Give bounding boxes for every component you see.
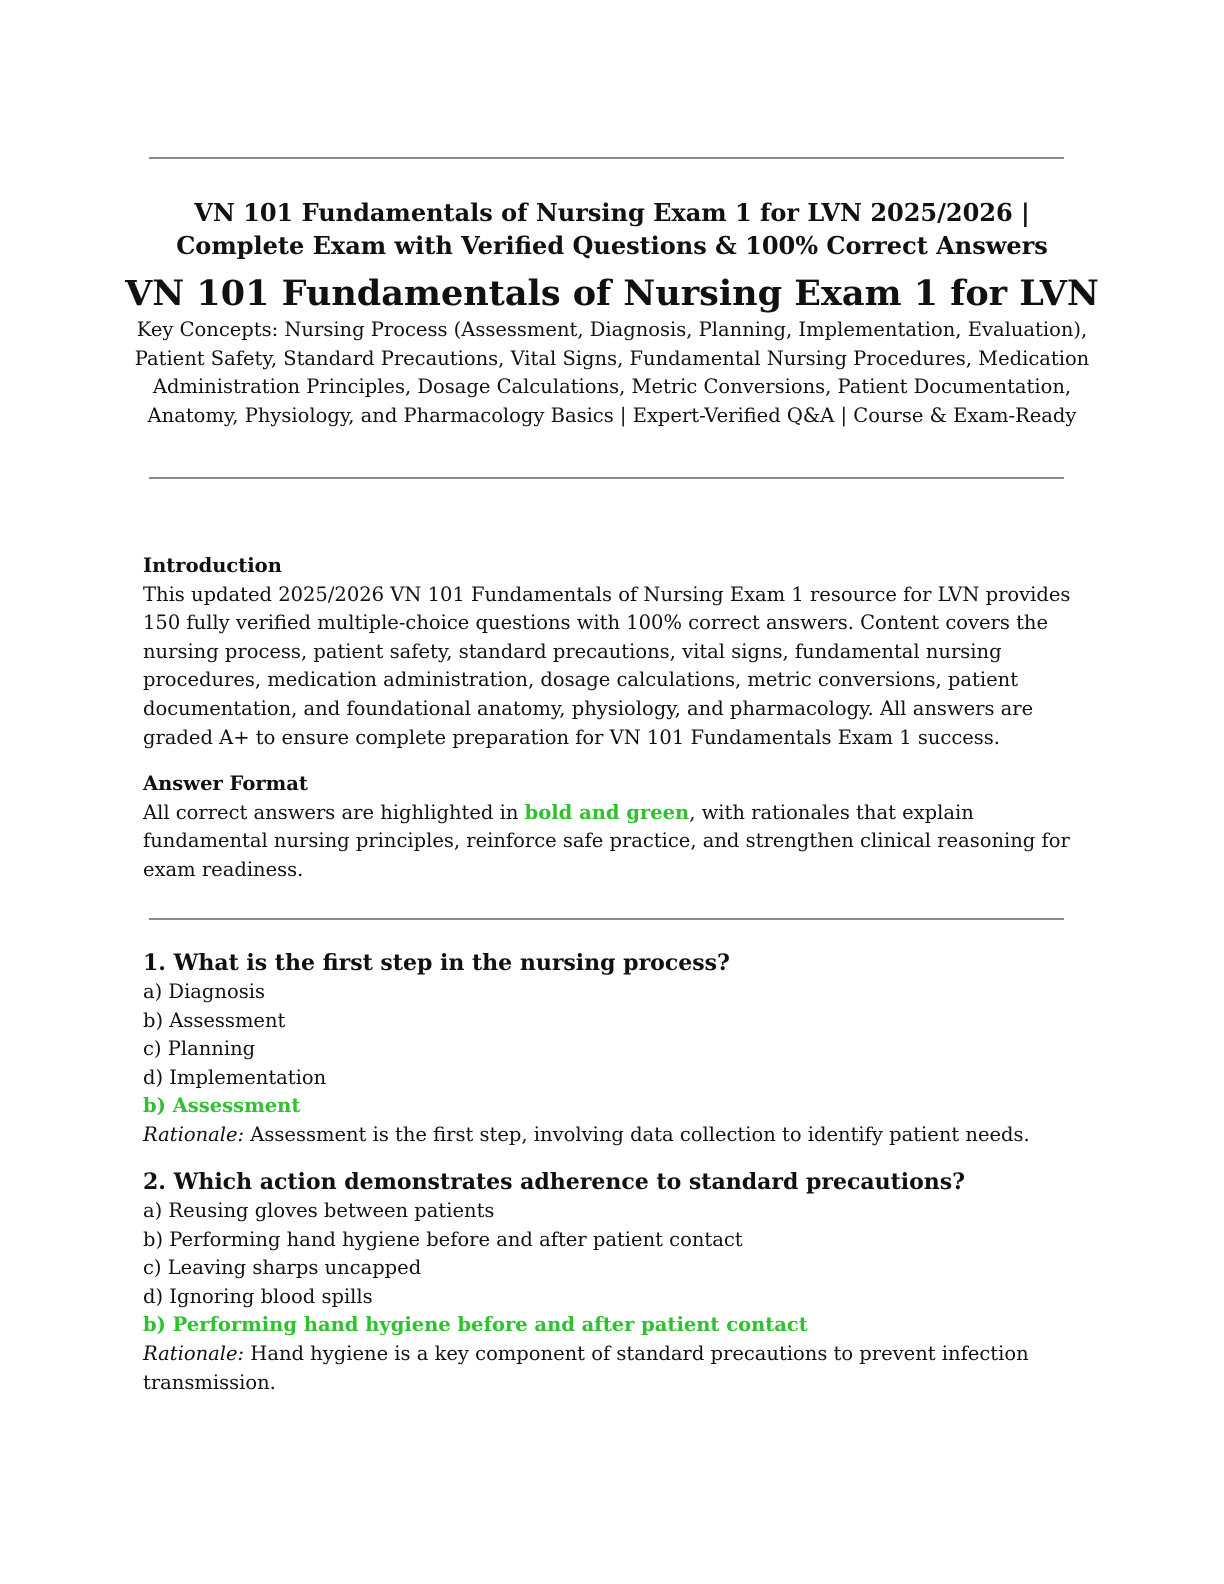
document-title-line-2: Complete Exam with Verified Questions & 100% Correct Answers <box>176 231 1048 260</box>
answer-format-highlight: bold and green <box>524 800 690 824</box>
answer-format-section <box>143 770 1073 884</box>
option-c: c) Planning <box>143 1037 256 1061</box>
answer-format-text-before: All correct answers are highlighted in <box>143 800 525 824</box>
option-d: d) Ignoring blood spills <box>143 1284 373 1308</box>
question-block-2 <box>143 1167 1073 1397</box>
correct-answer: b) Performing hand hygiene before and after patient contact <box>143 1313 808 1337</box>
rationale <box>143 1121 1073 1150</box>
question-text: 1. What is the first step in the nursing process? <box>143 950 730 976</box>
key-concepts: Key Concepts: Nursing Process (Assessment, Diagnosis, Planning, Implementation, Evaluation), Patient Safety, Standard Precautions, Vital Signs, Fundamental Nursing Procedures, Medication Administration Principles, Dosage Calculations, Metric Conversions, Patient Documentation, Anatomy, Physiology, and Pharmacology Basics | Expert-Verified Q&A | Course & Exam-Ready <box>134 318 1090 428</box>
question-text: 2. Which action demonstrates adherence to standard precautions? <box>143 1169 966 1195</box>
document-header <box>120 196 1104 431</box>
option-d: d) Implementation <box>143 1065 327 1089</box>
introduction-heading: Introduction <box>143 554 282 577</box>
section-divider <box>149 918 1064 920</box>
option-b: b) Performing hand hygiene before and after patient contact <box>143 1227 743 1251</box>
option-a: a) Reusing gloves between patients <box>143 1199 495 1222</box>
rationale-text: Assessment is the first step, involving data collection to identify patient needs. <box>244 1122 1030 1146</box>
header-divider <box>149 477 1064 479</box>
rationale <box>143 1340 1073 1397</box>
introduction-text: This updated 2025/2026 VN 101 Fundamentals of Nursing Exam 1 resource for LVN provides 150 fully verified multiple-choice questions with 100% correct answers. Content covers the nursing process, patient safety, standard precautions, vital signs, fundamental nursing procedures, medication administration, dosage calculations, metric conversions, patient documentation, and foundational anatomy, physiology, and pharmacology. All answers are graded A+ to ensure complete preparation for VN 101 Fundamentals Exam 1 success. <box>143 582 1071 749</box>
answer-format-text <box>143 799 1073 885</box>
introduction-section <box>143 552 1073 752</box>
top-divider <box>149 157 1064 159</box>
rationale-label: Rationale: <box>143 1122 245 1146</box>
option-a: a) Diagnosis <box>143 980 265 1003</box>
answer-format-text-after: , with rationales that explain fundamental nursing principles, reinforce safe practice, and strengthen clinical reasoning for exam readiness. <box>143 800 1070 881</box>
answer-format-heading: Answer Format <box>143 772 308 795</box>
main-title: VN 101 Fundamentals of Nursing Exam 1 for LVN <box>125 273 1099 314</box>
document-title-line-1: VN 101 Fundamentals of Nursing Exam 1 for LVN 2025/2026 | <box>194 198 1030 227</box>
question-block-1 <box>143 948 1073 1150</box>
option-c: c) Leaving sharps uncapped <box>143 1256 422 1280</box>
correct-answer: b) Assessment <box>143 1094 301 1118</box>
rationale-text: Hand hygiene is a key component of standard precautions to prevent infection transmission. <box>143 1341 1029 1394</box>
option-b: b) Assessment <box>143 1008 286 1032</box>
rationale-label: Rationale: <box>143 1341 245 1365</box>
